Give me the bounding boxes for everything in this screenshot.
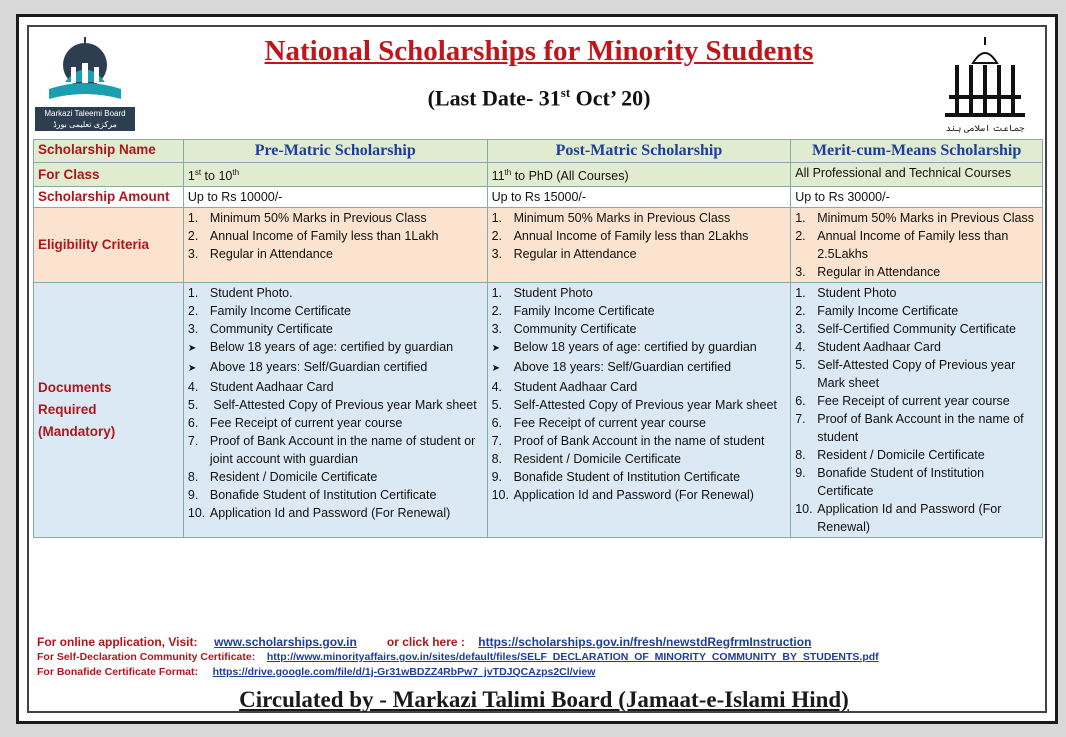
label-documents-line3: (Mandatory): [38, 424, 116, 440]
item-text: Regular in Attendance: [817, 265, 941, 280]
arrow-bullet-icon: ➤: [491, 343, 500, 355]
eligibility-item: [188, 209, 483, 227]
jamaat-e-islami-logo: [935, 35, 1035, 135]
bonafide-link[interactable]: https://drive.google.com/file/d/1j-Gr31wBDZZ4RbPw7_jvTDJQCAzps2Cl/view: [212, 666, 596, 678]
item-text: Proof of Bank Account in the name of student: [817, 412, 1024, 445]
last-date-sup: st: [560, 85, 571, 100]
item-number: 2.: [795, 304, 806, 319]
class-post-matric: [487, 163, 791, 187]
item-number: 2.: [795, 229, 806, 244]
item-text: Above 18 years: Self/Guardian certified: [513, 360, 732, 375]
item-text: Bonafide Student of Institution Certificate: [817, 466, 985, 499]
document-item: [492, 468, 787, 486]
item-number: 2.: [491, 304, 502, 319]
last-date: [219, 85, 859, 111]
item-text: Student Aadhaar Card: [817, 340, 941, 355]
document-item: [795, 338, 1038, 356]
left-logo-caption: [35, 107, 135, 131]
label-eligibility: Eligibility Criteria: [34, 208, 184, 283]
item-text: Student Photo: [513, 286, 593, 301]
item-text: Family Income Certificate: [817, 304, 959, 319]
item-number: 10.: [795, 502, 813, 517]
bonafide-label: For Bonafide Certificate Format:: [37, 666, 199, 678]
eligibility-item: [795, 209, 1038, 227]
eligibility-pre-matric: [183, 208, 487, 283]
document-item: [492, 302, 787, 320]
item-number: 8.: [795, 448, 806, 463]
item-number: 9.: [187, 488, 199, 503]
document-item: [188, 338, 483, 358]
item-text: Student Photo.: [209, 286, 293, 301]
document-item: [188, 378, 483, 396]
document-item: [492, 320, 787, 338]
item-text: Annual Income of Family less than 2.5Lakhs: [817, 229, 1009, 262]
document-item: [188, 486, 483, 504]
item-text: Community Certificate: [513, 322, 637, 337]
item-text: Below 18 years of age: certified by guardian: [209, 340, 454, 355]
item-text: Resident / Domicile Certificate: [817, 448, 985, 463]
class-sup: th: [232, 168, 240, 177]
item-text: Application Id and Password (For Renewal): [817, 502, 1002, 535]
last-date-suffix: Oct’ 20): [570, 85, 651, 111]
item-number: 9.: [491, 470, 502, 485]
item-text: Self-Attested Copy of Previous year Mark sheet: [513, 398, 777, 413]
item-text: Fee Receipt of current year course: [817, 394, 1010, 409]
eligibility-item: [188, 245, 483, 263]
eligibility-item: [795, 227, 1038, 263]
item-text: Bonafide Student of Institution Certificate: [209, 488, 437, 503]
item-text: Self-Certified Community Certificate: [817, 322, 1016, 337]
document-item: [188, 396, 483, 414]
item-text: Proof of Bank Account in the name of student: [513, 434, 765, 449]
item-number: 3.: [491, 247, 502, 262]
class-merit-cum-means: All Professional and Technical Courses: [791, 163, 1043, 187]
document-item: [795, 356, 1038, 392]
item-number: 2.: [491, 229, 502, 244]
item-number: 7.: [491, 434, 502, 449]
item-text: Regular in Attendance: [513, 247, 637, 262]
amount-post-matric: Up to Rs 15000/-: [487, 187, 791, 208]
online-label: For online application, Visit:: [37, 635, 198, 649]
document-item: [188, 432, 483, 468]
item-text: Application Id and Password (For Renewal): [513, 488, 754, 503]
document-item: [492, 414, 787, 432]
document-item: [188, 302, 483, 320]
label-scholarship-amount: Scholarship Amount: [34, 187, 184, 208]
eligibility-item: [795, 263, 1038, 281]
class-text: 11: [491, 169, 505, 184]
page-title: National Scholarships for Minority Students: [264, 35, 814, 67]
item-number: 1.: [795, 286, 806, 301]
item-text: Application Id and Password (For Renewal): [209, 506, 451, 521]
left-logo-caption-en: Markazi Taleemi Board: [44, 109, 126, 118]
documents-post-matric: [487, 283, 791, 538]
dome-book-icon: [35, 37, 135, 107]
right-logo-caption: جماعت اسلامی ہند: [945, 123, 1025, 133]
document-item: [795, 284, 1038, 302]
bonafide-format-line: [37, 665, 1037, 680]
item-number: 3.: [187, 247, 199, 262]
eligibility-post-matric: [487, 208, 791, 283]
item-number: 10.: [187, 506, 206, 521]
document-item: [188, 504, 483, 522]
document-item: [795, 500, 1038, 536]
item-text: Annual Income of Family less than 1Lakh: [209, 229, 439, 244]
item-number: 5.: [795, 358, 806, 373]
item-text: Below 18 years of age: certified by guardian: [513, 340, 757, 355]
arrow-bullet-icon: ➤: [491, 363, 500, 375]
document-item: [188, 320, 483, 338]
document-item: [795, 410, 1038, 446]
item-number: 1.: [187, 211, 199, 226]
amount-pre-matric: Up to Rs 10000/-: [183, 187, 487, 208]
table-row-class: [34, 163, 1043, 187]
item-text: Minimum 50% Marks in Previous Class: [209, 211, 427, 226]
label-documents-line1: Documents: [38, 380, 112, 396]
item-number: 5.: [187, 398, 199, 413]
item-number: 2.: [187, 229, 199, 244]
item-text: Resident / Domicile Certificate: [513, 452, 681, 467]
document-item: [795, 446, 1038, 464]
column-head-post-matric: Post-Matric Scholarship: [487, 140, 791, 163]
links-section: [37, 635, 1037, 680]
poster-inner-border: [27, 25, 1047, 713]
item-number: 1.: [491, 211, 502, 226]
class-pre-matric: [183, 163, 487, 187]
table-row-name: [34, 140, 1043, 163]
arrow-bullet-icon: ➤: [187, 343, 197, 355]
scholarships-link[interactable]: www.scholarships.gov.in: [214, 635, 357, 649]
item-number: 8.: [187, 470, 199, 485]
document-item: [795, 302, 1038, 320]
item-text: Above 18 years: Self/Guardian certified: [209, 360, 428, 375]
document-item: [795, 464, 1038, 500]
item-number: 9.: [795, 466, 806, 481]
online-application-line: [37, 635, 1037, 650]
column-head-merit-cum-means: Merit-cum-Means Scholarship: [791, 140, 1043, 163]
document-item: [492, 486, 787, 504]
table-row-amount: [34, 187, 1043, 208]
item-text: Student Aadhaar Card: [209, 380, 334, 395]
item-number: 1.: [187, 286, 199, 301]
item-number: 1.: [795, 211, 806, 226]
self-declaration-link[interactable]: http://www.minorityaffairs.gov.in/sites/default/files/SELF_DECLARATION_OF_MINORITY_COMMUNITY_BY_STUDENTS.pdf: [266, 651, 879, 663]
item-number: 3.: [795, 322, 806, 337]
table-row-documents: [34, 283, 1043, 538]
eligibility-item: [188, 227, 483, 245]
minaret-icon: [935, 35, 1035, 121]
class-text: 1: [187, 169, 195, 184]
document-item: [188, 414, 483, 432]
item-number: 6.: [187, 416, 199, 431]
item-text: Resident / Domicile Certificate: [209, 470, 378, 485]
item-number: 8.: [491, 452, 502, 467]
item-text: Self-Attested Copy of Previous year Mark sheet: [209, 398, 477, 413]
document-item: [492, 378, 787, 396]
eligibility-merit-cum-means: [791, 208, 1043, 283]
header: [29, 27, 1045, 139]
or-click-here-label: or click here :: [386, 635, 465, 649]
table-row-eligibility: [34, 208, 1043, 283]
eligibility-item: [492, 245, 787, 263]
self-declaration-label: For Self-Declaration Community Certificate:: [37, 651, 256, 663]
item-number: 5.: [491, 398, 502, 413]
document-item: [795, 392, 1038, 410]
document-item: [795, 320, 1038, 338]
item-text: Family Income Certificate: [513, 304, 655, 319]
label-documents-line2: Required: [38, 402, 97, 418]
item-number: 3.: [187, 322, 199, 337]
column-head-pre-matric: Pre-Matric Scholarship: [183, 140, 487, 163]
eligibility-item: [492, 209, 787, 227]
item-text: Student Photo: [817, 286, 897, 301]
label-scholarship-name: Scholarship Name: [34, 140, 184, 163]
item-text: Regular in Attendance: [209, 247, 333, 262]
item-text: Self-Attested Copy of Previous year Mark sheet: [817, 358, 1016, 391]
item-text: Fee Receipt of current year course: [513, 416, 707, 431]
item-number: 3.: [491, 322, 502, 337]
item-text: Minimum 50% Marks in Previous Class: [513, 211, 731, 226]
item-number: 7.: [795, 412, 806, 427]
item-text: Community Certificate: [209, 322, 333, 337]
item-number: 6.: [491, 416, 502, 431]
documents-pre-matric: [183, 283, 487, 538]
documents-merit-cum-means: [791, 283, 1043, 538]
class-sup: th: [504, 168, 512, 177]
item-number: 2.: [187, 304, 199, 319]
item-number: 10.: [491, 488, 509, 503]
item-text: Bonafide Student of Institution Certificate: [513, 470, 741, 485]
item-number: 4.: [491, 380, 502, 395]
self-declaration-line: [37, 650, 1037, 665]
document-item: [188, 468, 483, 486]
item-number: 6.: [795, 394, 806, 409]
document-item: [492, 338, 787, 358]
item-text: Minimum 50% Marks in Previous Class: [817, 211, 1034, 226]
class-text: to 10: [201, 169, 233, 184]
last-date-prefix: (Last Date- 31: [427, 85, 561, 111]
markazi-taleemi-board-logo: [35, 37, 135, 132]
amount-merit-cum-means: Up to Rs 30000/-: [791, 187, 1043, 208]
document-item: [492, 450, 787, 468]
item-number: 1.: [491, 286, 502, 301]
label-for-class: For Class: [34, 163, 184, 187]
class-sup: st: [194, 168, 202, 177]
registration-instruction-link[interactable]: https://scholarships.gov.in/fresh/newstdRegfrmInstruction: [478, 635, 812, 649]
item-text: Annual Income of Family less than 2Lakhs: [513, 229, 749, 244]
item-text: Fee Receipt of current year course: [209, 416, 403, 431]
document-item: [492, 358, 787, 378]
class-text: to PhD (All Courses): [511, 169, 629, 184]
item-number: 4.: [795, 340, 806, 355]
label-documents: [34, 283, 184, 538]
item-number: 3.: [795, 265, 806, 280]
item-number: 7.: [187, 434, 199, 449]
arrow-bullet-icon: ➤: [187, 363, 197, 375]
item-number: 4.: [187, 380, 199, 395]
eligibility-item: [492, 227, 787, 245]
document-item: [492, 396, 787, 414]
document-item: [188, 284, 483, 302]
document-item: [188, 358, 483, 378]
left-logo-caption-urdu: مرکزی تعلیمی بورڈ: [53, 120, 117, 129]
document-item: [492, 284, 787, 302]
document-item: [492, 432, 787, 450]
scholarship-table: [33, 139, 1043, 538]
poster-frame: [16, 14, 1058, 724]
circulated-by-footer: Circulated by - Markazi Talimi Board (Jamaat-e-Islami Hind): [239, 687, 849, 712]
item-text: Proof of Bank Account in the name of student or joint account with guardian: [209, 434, 476, 467]
item-text: Family Income Certificate: [209, 304, 351, 319]
item-text: Student Aadhaar Card: [513, 380, 638, 395]
